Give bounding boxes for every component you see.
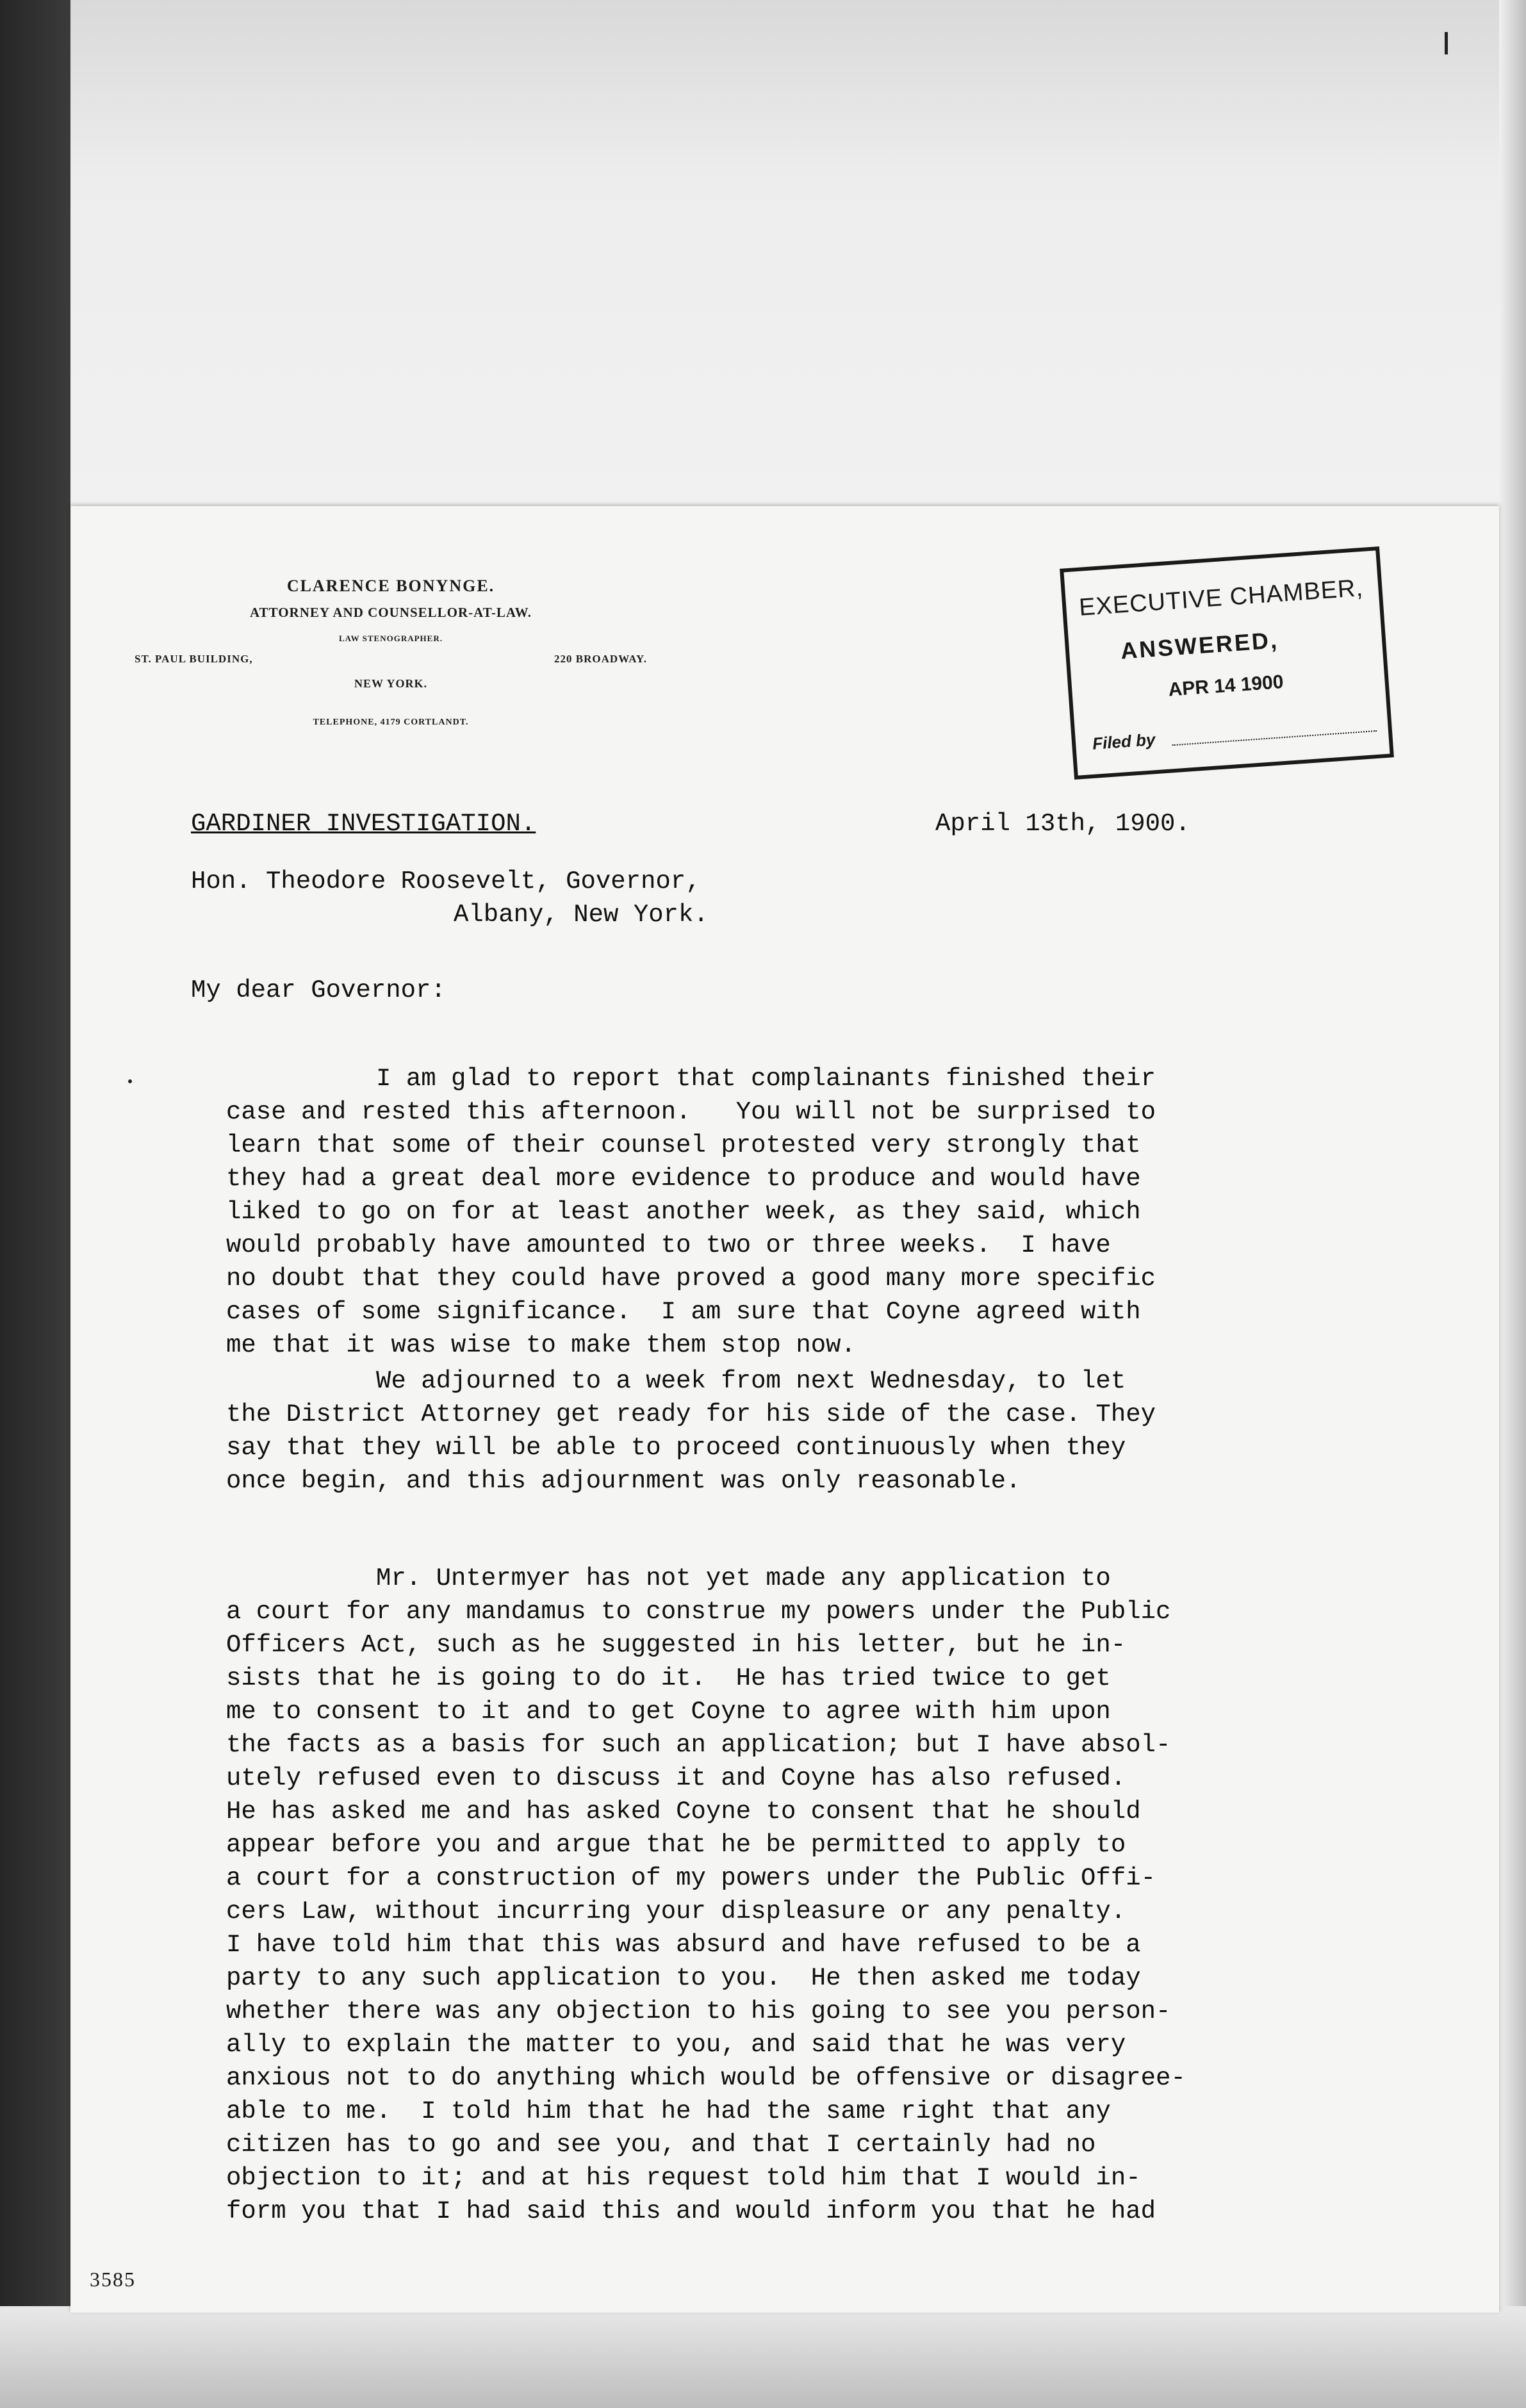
- stamp-status: ANSWERED,: [1119, 627, 1280, 664]
- paragraph-line: Officers Act, such as he suggested in his letter, but he in-: [226, 1631, 1126, 1659]
- paragraph-2: [226, 1364, 1443, 1498]
- paragraph-line: me that it was wise to make them stop now.: [226, 1331, 856, 1359]
- paragraph-line: appear before you and argue that he be permitted to apply to: [226, 1831, 1126, 1859]
- paragraph-line: the District Attorney get ready for his side of the case. They: [226, 1400, 1156, 1429]
- paragraph-1: [226, 1062, 1443, 1362]
- letter-addressee: Hon. Theodore Roosevelt, Governor,: [191, 867, 701, 896]
- paragraph-line: case and rested this afternoon. You will not be surprised to: [226, 1098, 1156, 1126]
- letterhead: [135, 577, 647, 728]
- ink-mark: [1445, 32, 1448, 54]
- paragraph-line: I am glad to report that complainants finished their: [226, 1065, 1156, 1093]
- paragraph-line: liked to go on for at least another week, as they said, which: [226, 1198, 1141, 1226]
- paragraph-line: learn that some of their counsel protested very strongly that: [226, 1131, 1141, 1159]
- letterhead-city: NEW YORK.: [354, 677, 427, 690]
- letterhead-street: 220 BROADWAY.: [554, 653, 647, 665]
- paragraph-line: the facts as a basis for such an application; but I have absol-: [226, 1731, 1171, 1759]
- paragraph-line: objection to it; and at his request told him that I would in-: [226, 2164, 1141, 2192]
- paragraph-line: utely refused even to discuss it and Coyne has also refused.: [226, 1764, 1126, 1792]
- scan-bottom-edge: [0, 2306, 1526, 2408]
- letter-page: [70, 506, 1499, 2313]
- paragraph-line: He has asked me and has asked Coyne to consent that he should: [226, 1798, 1141, 1826]
- paragraph-line: form you that I had said this and would inform you that he had: [226, 2197, 1156, 2225]
- paragraph-line: cases of some significance. I am sure that Coyne agreed with: [226, 1298, 1141, 1326]
- paragraph-line: a court for any mandamus to construe my powers under the Public: [226, 1598, 1171, 1626]
- scan-left-edge: [0, 0, 70, 2408]
- margin-ink-dot: [128, 1079, 132, 1083]
- letter-salutation: My dear Governor:: [191, 976, 446, 1004]
- paragraph-line: anxious not to do anything which would be offensive or disagree-: [226, 2064, 1186, 2092]
- paragraph-line: they had a great deal more evidence to produce and would have: [226, 1165, 1141, 1193]
- paragraph-line: I have told him that this was absurd and have refused to be a: [226, 1931, 1141, 1959]
- letterhead-name: CLARENCE BONYNGE.: [286, 577, 495, 595]
- paragraph-line: cers Law, without incurring your displeasure or any penalty.: [226, 1897, 1126, 1926]
- letterhead-title: ATTORNEY AND COUNSELLOR-AT-LAW.: [249, 605, 532, 620]
- paragraph-line: a court for a construction of my powers under the Public Offi-: [226, 1864, 1156, 1892]
- paragraph-line: We adjourned to a week from next Wednesday, to let: [226, 1367, 1126, 1395]
- paragraph-line: sists that he is going to do it. He has tried twice to get: [226, 1664, 1111, 1692]
- paragraph-line: would probably have amounted to two or three weeks. I have: [226, 1231, 1111, 1259]
- stamp-title: EXECUTIVE CHAMBER,: [1078, 574, 1365, 621]
- paragraph-line: party to any such application to you. He then asked me today: [226, 1964, 1141, 1992]
- letterhead-building: ST. PAUL BUILDING,: [135, 653, 253, 665]
- letter-subject: GARDINER INVESTIGATION.: [191, 810, 536, 838]
- letterhead-stenographer: LAW STENOGRAPHER.: [339, 634, 443, 643]
- letterhead-address-row: [135, 653, 647, 666]
- executive-chamber-stamp: [1060, 546, 1394, 780]
- paragraph-3: [226, 1562, 1443, 2228]
- paragraph-line: whether there was any objection to his going to see you person-: [226, 1997, 1171, 2026]
- paragraph-line: citizen has to go and see you, and that I certainly had no: [226, 2131, 1096, 2159]
- upper-blank-sheet: [70, 0, 1525, 512]
- page-number: 3585: [90, 2268, 136, 2291]
- stamp-filed-label: Filed by: [1092, 730, 1156, 753]
- paragraph-line: Mr. Untermyer has not yet made any application to: [226, 1564, 1111, 1593]
- letter-date: April 13th, 1900.: [935, 810, 1190, 838]
- scan-right-edge: [1499, 0, 1526, 2408]
- paragraph-line: say that they will be able to proceed continuously when they: [226, 1434, 1126, 1462]
- paragraph-line: able to me. I told him that he had the same right that any: [226, 2097, 1111, 2125]
- letterhead-telephone: TELEPHONE, 4179 CORTLANDT.: [313, 717, 469, 727]
- paragraph-line: me to consent to it and to get Coyne to agree with him upon: [226, 1698, 1111, 1726]
- paragraph-line: once begin, and this adjournment was only reasonable.: [226, 1467, 1021, 1495]
- paragraph-line: ally to explain the matter to you, and said that he was very: [226, 2031, 1126, 2059]
- stamp-date: APR 14 1900: [1167, 671, 1284, 701]
- letter-address: Albany, New York.: [454, 901, 709, 929]
- paragraph-line: no doubt that they could have proved a good many more specific: [226, 1265, 1156, 1293]
- stamp-filed-line: [1172, 730, 1377, 746]
